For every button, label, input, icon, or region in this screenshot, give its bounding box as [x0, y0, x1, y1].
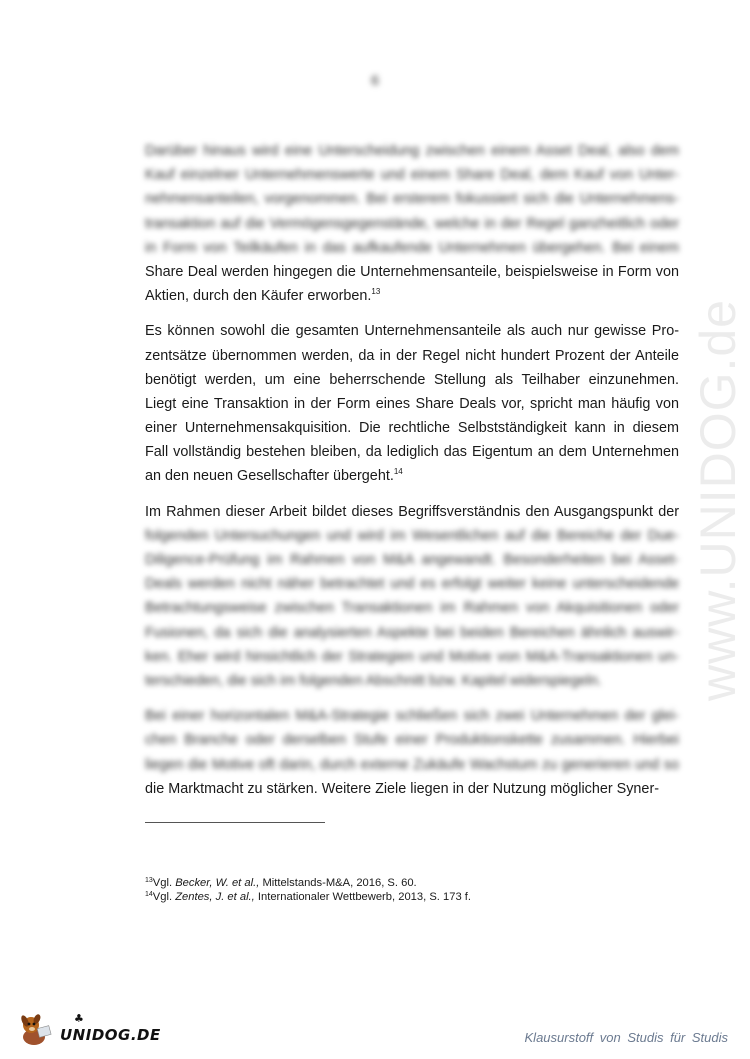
paw-icon: ♣: [74, 1012, 85, 1025]
dog-mascot-icon: [18, 1013, 54, 1047]
footnotes: [145, 877, 471, 904]
text-line: Liegt eine Transaktion in der Form eines Share Deals vor, spricht man häufig von: [145, 395, 679, 412]
text-line: benötigt werden, um eine beherrschende Stellung als Teilhaber einzunehmen.: [145, 371, 679, 388]
blurred-text-line: nehmensanteilen, vorgenommen. Bei ersterem fokussiert sich die Unternehmens-: [145, 191, 679, 208]
blurred-text-line: terschieden, die sich im folgenden Abschnitt bzw. Kapitel widerspiegeln.: [145, 672, 602, 689]
blurred-text-line: Fusionen, da sich die analysierten Aspekte bei beiden Bereichen ähnlich auswir-: [145, 624, 679, 641]
logo-text: [60, 1012, 161, 1044]
blurred-text-line: Deals werden nicht näher betrachtet und es erfolgt weiter keine unterscheidende: [145, 576, 679, 593]
text-line: die Marktmacht zu stärken. Weitere Ziele liegen in der Nutzung möglicher Syner-: [145, 780, 660, 797]
text-line: Fall vollständig bestehen bleiben, da lediglich das Eigentum an dem Unternehmen: [145, 444, 679, 461]
footnote-reference[interactable]: 14: [393, 467, 403, 477]
text-line: Share Deal werden hingegen die Unternehmensanteile, beispielsweise in Form von: [145, 263, 679, 280]
footnote: [145, 877, 471, 891]
blurred-text-line: in Form von Teilkäufen in das aufkaufende Unternehmen übergehen. Bei einem: [145, 239, 679, 256]
footnote-number: 13: [145, 877, 153, 884]
page-number: 6: [371, 72, 379, 88]
paragraph-gap: [145, 693, 679, 704]
text-line: einer Unternehmensakquisition. Die rechtliche Selbstständigkeit kann in diesem: [145, 420, 679, 437]
text-line: an den neuen Gesellschafter übergeht.$^{14}$: [145, 467, 403, 485]
footnote: [145, 891, 471, 905]
blurred-text-line: folgenden Untersuchungen und wird im Wesentlichen auf die Bereiche der Due-: [145, 527, 679, 544]
footnote-prefix: Vgl.: [152, 877, 173, 889]
paragraph: [145, 500, 679, 694]
unidog-logo[interactable]: [18, 1010, 161, 1050]
blurred-text-line: Darüber hinaus wird eine Unterscheidung zwischen einem Asset Deal, also dem: [145, 143, 679, 159]
watermark-text: www.UNIDOG.de: [690, 299, 746, 701]
tagline: Klausurstoff von Studis für Studis: [524, 1030, 728, 1045]
blurred-text-line: liegen die Motive oft darin, durch externe Zukäufe Wachstum zu generieren und so: [145, 756, 679, 773]
logo-label: UNIDOG.DE: [60, 1026, 161, 1044]
paragraph-gap: [145, 308, 679, 319]
footnote-source: Mittelstands-M&A, 2016, S. 60.: [262, 877, 417, 889]
footnote-author: Becker, W. et al.,: [175, 877, 260, 889]
paragraph: [145, 704, 679, 801]
footnote-reference[interactable]: 13: [371, 287, 381, 297]
paragraph: [145, 319, 679, 488]
blurred-text-line: Betrachtungsweise zwischen Transaktionen im Rahmen von Akquisitionen oder: [145, 600, 679, 617]
footnote-separator: [145, 822, 325, 823]
blurred-text-line: transaktion auf die Vermögensgegenstände, welche in der Regel ganzheitlich oder: [145, 215, 679, 232]
text-line: Es können sowohl die gesamten Unternehmensanteile als auch nur gewisse Pro-: [145, 323, 679, 340]
paragraph-gap: [145, 489, 679, 500]
footnote-prefix: Vgl.: [152, 890, 173, 903]
footnote-source: Internationaler Wettbewerb, 2013, S. 173 f.: [257, 890, 471, 903]
blurred-text-line: chen Branche oder derselben Stufe einer Produktionskette zusammen. Hierbei: [145, 732, 679, 749]
footnote-author: Zentes, J. et al.,: [175, 890, 255, 903]
blurred-text-line: Bei einer horizontalen M&A-Strategie schließen sich zwei Unternehmen der glei-: [145, 708, 679, 725]
body-text: [145, 139, 679, 801]
blurred-text-line: Diligence-Prüfung im Rahmen von M&A angewandt. Besonderheiten bei Asset-: [145, 552, 679, 568]
text-line: zentsätze übernommen werden, da in der Regel nicht hundert Prozent der Anteile: [145, 347, 679, 364]
text-line: Aktien, durch den Käufer erworben.$^{13}$: [145, 287, 381, 305]
paragraph: [145, 139, 679, 308]
blurred-text-line: ken. Eher wird hinsichtlich der Strategien und Motive von M&A-Transaktionen un-: [145, 648, 679, 665]
watermark: [688, 270, 748, 730]
blurred-text-line: Kauf einzelner Unternehmenswerte und einem Share Deal, dem Kauf von Unter-: [145, 167, 679, 184]
footnote-number: 14: [145, 890, 153, 898]
text-line: Im Rahmen dieser Arbeit bildet dieses Begriffsverständnis den Ausgangspunkt der: [145, 503, 679, 520]
